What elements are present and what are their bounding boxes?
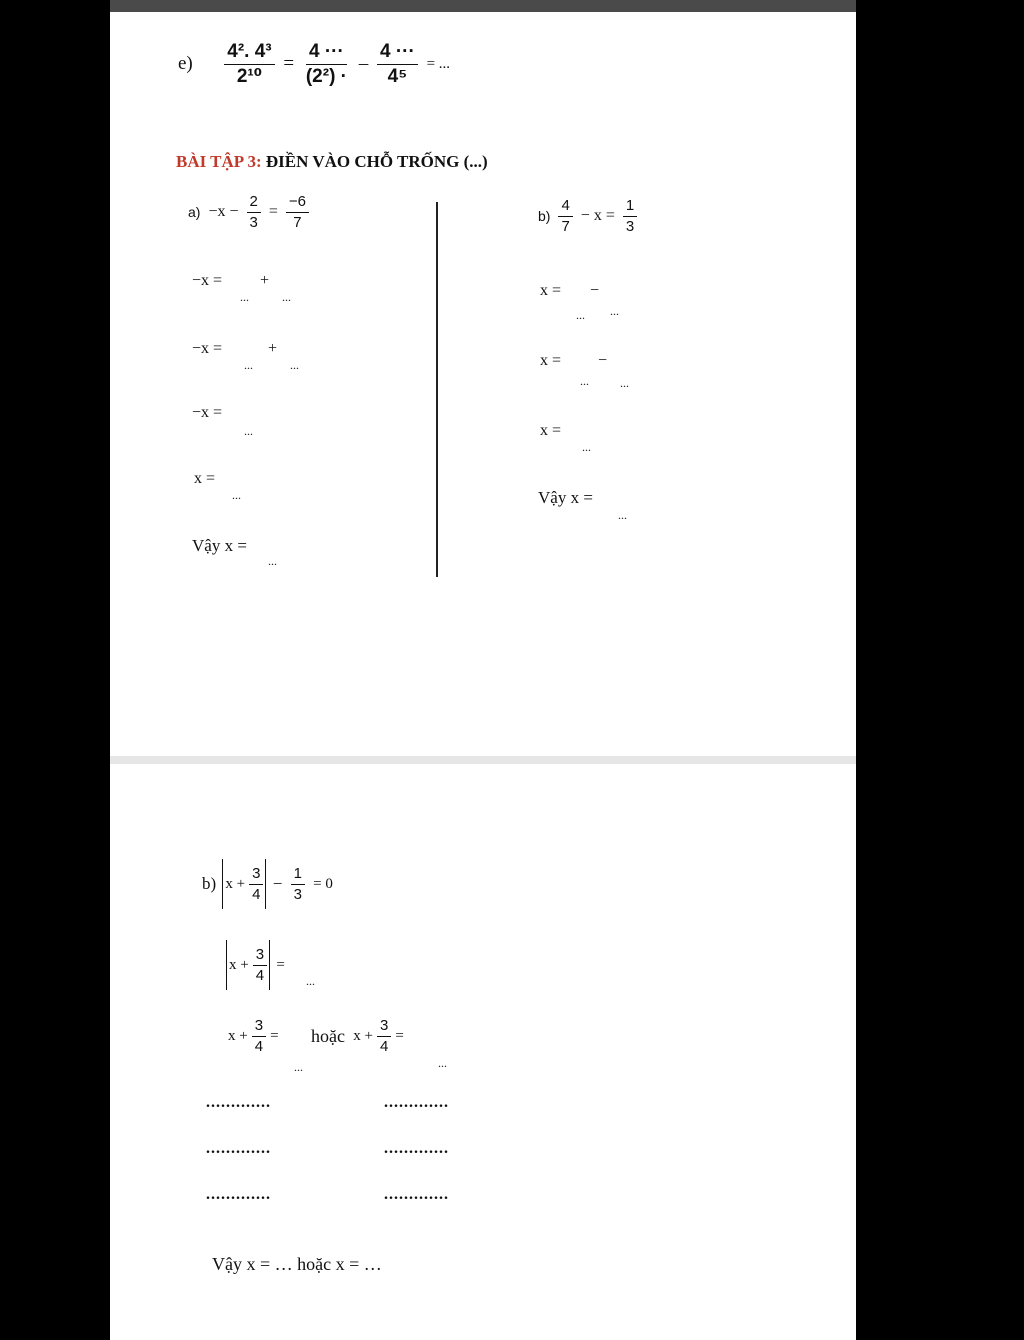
step-a3: −x = bbox=[192, 404, 223, 421]
answer-line-right-3: ............. bbox=[384, 1186, 449, 1203]
conclusion-a: Vậy x = bbox=[192, 536, 247, 555]
conclusion-b: Vậy x = bbox=[538, 488, 593, 507]
step-a1: −x = bbox=[192, 272, 223, 289]
abs-bar-left bbox=[222, 859, 223, 909]
fraction-3: $\frac{4 \cdot\cdot\cdot}{\text{4⁵}}$ bbox=[377, 42, 418, 87]
page-gap bbox=[110, 756, 856, 764]
column-divider bbox=[436, 202, 438, 577]
section-title: BÀI TẬP 3: ĐIỀN VÀO CHỖ TRỐNG (...) bbox=[176, 152, 488, 171]
answer-line-left-2: ............. bbox=[206, 1140, 271, 1157]
exercise-e-label: e) bbox=[178, 53, 193, 75]
step-a4: x = bbox=[194, 470, 216, 487]
abs-step: x + $\frac{3}{4}$ = bbox=[226, 940, 287, 990]
page-1: e) $\frac{\text{4². 4³}}{\text{2¹⁰}}$ = $\frac{4 \cdot\cdot\cdot}{\text{(2²) ·}}$ – $\frac{4 \cdot\cdot\cdot}{\text{4⁵}}$ = ... BÀI TẬP 3: ĐIỀN VÀO CHỖ TRỐNG (...) a) −x − $\frac{2}{3}$ = $\frac{-6}{7}$ −x = ... + ... −x = ... + ... −x = ... x = ... Vậy x = ... b) $\frac{4}{7}$ − x = $\frac{1}{3}$ x = − ... ... x = − ... ... x = ... Vậy x = ... bbox=[110, 12, 856, 756]
case-split: x + $\frac{3}{4}$ = hoặc x + $\frac{3}{4}$ = bbox=[228, 1017, 404, 1055]
step-b1: x = bbox=[540, 282, 562, 299]
exercise-b-abs-equation: b) x + $\frac{3}{4}$ − $\frac{1}{3}$ = 0 bbox=[200, 859, 335, 909]
conclusion-b2: Vậy x = … hoặc x = … bbox=[212, 1254, 382, 1274]
abs-bar-right bbox=[265, 859, 266, 909]
answer-line-right-2: ............. bbox=[384, 1140, 449, 1157]
exercise-b-equation: b) $\frac{4}{7}$ − x = $\frac{1}{3}$ bbox=[536, 198, 639, 235]
answer-line-left-3: ............. bbox=[206, 1186, 271, 1203]
exercise-a-equation: a) −x − $\frac{2}{3}$ = $\frac{-6}{7}$ bbox=[186, 194, 311, 231]
answer-line-right-1: ............. bbox=[384, 1094, 449, 1111]
fraction-2: $\frac{4 \cdot\cdot\cdot}{\text{(2²) ·}}$ bbox=[305, 41, 347, 87]
window-top-bar bbox=[110, 0, 856, 12]
exercise-e: e) $\frac{\text{4². 4³}}{\text{2¹⁰}}$ = $\frac{4 \cdot\cdot\cdot}{\text{(2²) ·}}$ – $\frac{4 \cdot\cdot\cdot}{\text{4⁵}}$ = ... bbox=[178, 41, 451, 87]
step-a2: −x = bbox=[192, 340, 223, 357]
fraction-1: $\frac{\text{4². 4³}}{\text{2¹⁰}}$ bbox=[224, 42, 274, 87]
step-b2: x = bbox=[540, 352, 562, 369]
step-b3: x = bbox=[540, 422, 562, 439]
answer-line-left-1: ............. bbox=[206, 1094, 271, 1111]
page-2: b) x + $\frac{3}{4}$ − $\frac{1}{3}$ = 0 x + $\frac{3}{4}$ = ... x + $\frac{3}{4}$ = hoặc x + $\frac{3}{4}$ = ... ... ............. ............. ............. ............. ............. ............. Vậy x = … hoặc x = … bbox=[110, 764, 856, 1340]
